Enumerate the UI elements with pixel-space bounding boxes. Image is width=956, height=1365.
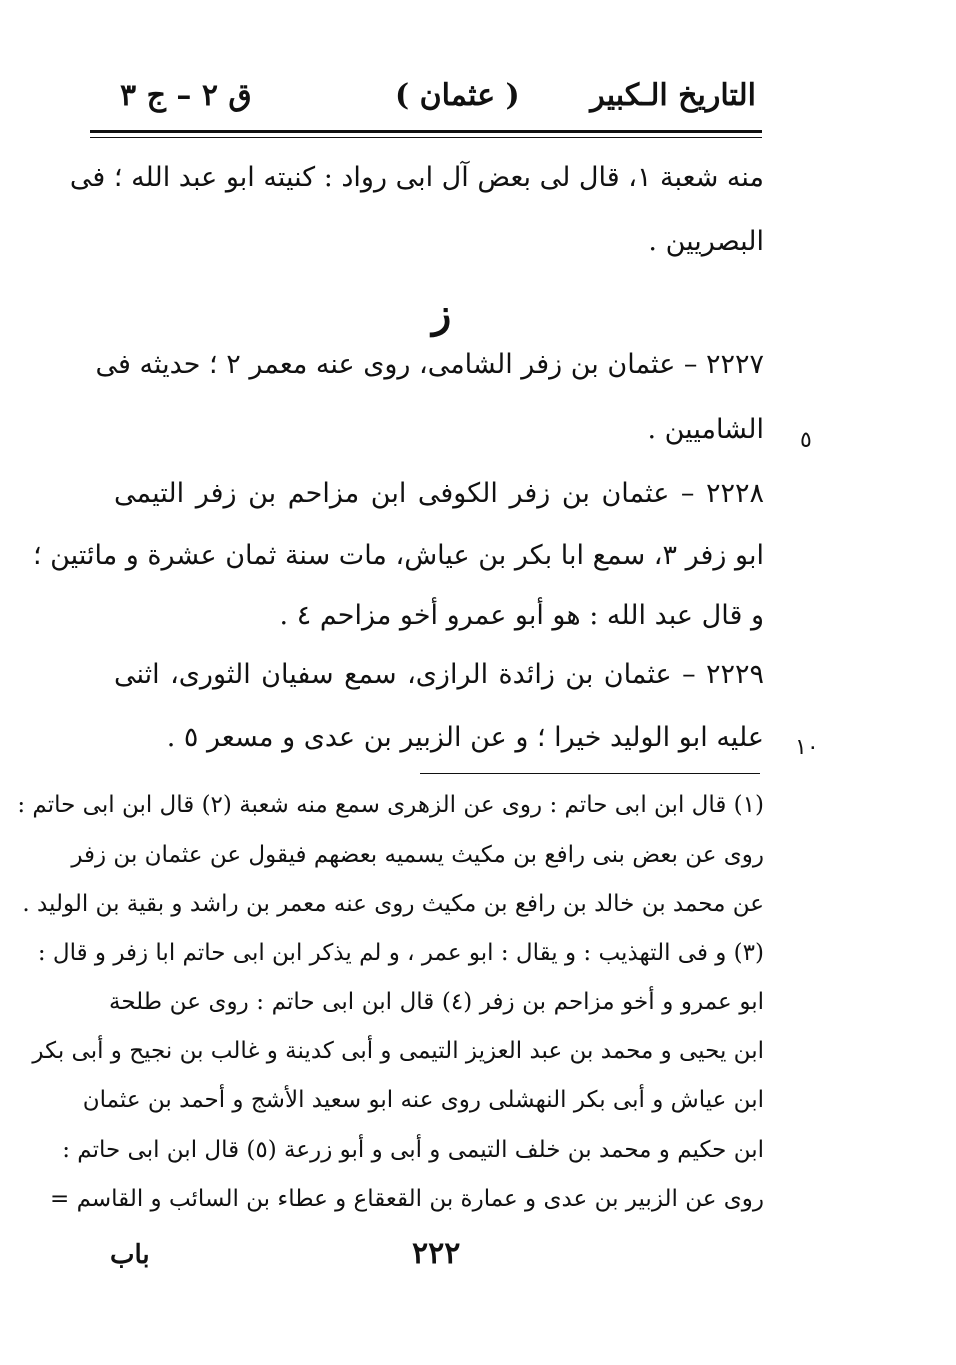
footnote-line: ابن حكيم و محمد بن خلف التيمى و أبى و أبو زرعة (٥) قال ابن ابى حاتم :: [62, 1137, 764, 1163]
entry-2228-line: ٢٢٢٨ – عثمان بن زفر الكوفى ابن مزاحم بن زفر التيمى: [114, 478, 764, 509]
footnote-line: (٣) و فى التهذيب : و يقال : ابو عمر ، و لم يذكر ابن ابى حاتم ابا زفر و قال :: [37, 940, 764, 966]
running-title: التاريخ الـكبير: [590, 78, 756, 113]
entry-2229-line: ٢٢٢٩ – عثمان بن زائدة الرازى، سمع سفيان الثورى، اثنى: [114, 659, 764, 690]
entry-2227-line: ٢٢٢٧ – عثمان بن زفر الشامى، روى عنه معمر ٢ ؛ حديثه فى: [95, 349, 764, 380]
running-section: ( عثمان ): [395, 78, 520, 113]
section-letter: ز: [432, 290, 452, 337]
margin-line-number: ٥: [800, 428, 812, 453]
body-line: البصريين .: [648, 226, 764, 257]
header-rule-thin: [90, 137, 762, 138]
body-line: عليه ابو الوليد خيرا ؛ و عن الزبير بن عدى و مسعر ٥ .: [166, 722, 764, 753]
volume-reference: ق ٢ – ج ٣: [120, 78, 252, 113]
footnote-rule: [420, 773, 760, 774]
body-line: منه شعبة ١، قال لى بعض آل ابى رواد : كنيته ابو عبد الله ؛ فى: [69, 162, 764, 193]
footnote-line: ابو عمرو و أخو مزاحم بن زفر (٤) قال ابن ابى حاتم : روى عن طلحة: [109, 989, 764, 1015]
footnote-line: روى عن بعض بنى رافع بن مكيث يسميه بعضهم فيقول عن عثمان بن زفر: [71, 842, 764, 868]
body-line: و قال عبد الله : هو أبو عمرو أخو مزاحم ٤ .: [279, 600, 764, 631]
footnote-line: عن محمد بن خالد بن رافع بن مكيث روى عنه معمر بن راشد و بقية بن الوليد .: [22, 891, 764, 917]
catchword: باب: [110, 1240, 150, 1270]
footnote-line: ابن عياش و أبى بكر النهشلى روى عنه ابو سعيد الأشج و أحمد بن عثمان: [82, 1087, 764, 1113]
body-line: ابو زفر ٣، سمع ابا بكر بن عياش، مات سنة ثمان عشرة و مائتين ؛: [32, 540, 764, 571]
body-line: الشاميين .: [647, 414, 764, 445]
header-rule-thick: [90, 130, 762, 133]
margin-line-number: ١٠: [795, 735, 819, 760]
page-number: ٢٢٢: [412, 1236, 461, 1271]
footnote-line: روى عن الزبير بن عدى و عمارة بن القعقاع و عطاء بن السائب و القاسم =: [50, 1186, 764, 1212]
footnote-line: (١) قال ابن ابى حاتم : روى عن الزهرى سمع منه شعبة (٢) قال ابن ابى حاتم :: [17, 792, 764, 818]
footnote-line: ابن يحيى و محمد بن عبد العزيز التيمى و أبى كدينة و غالب بن نجيح و أبى بكر: [32, 1038, 764, 1064]
